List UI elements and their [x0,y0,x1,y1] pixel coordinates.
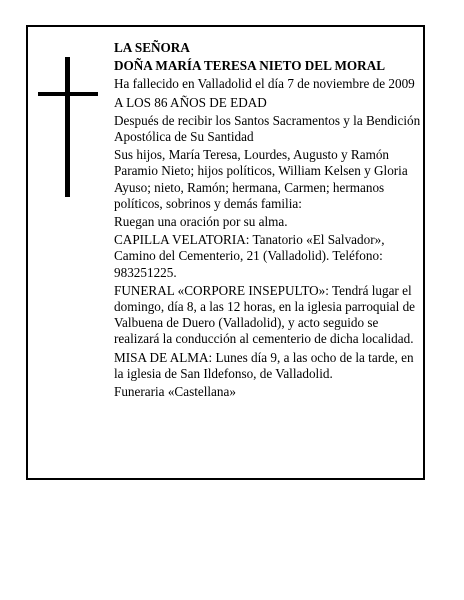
prayer-request: Ruegan una oración por su alma. [114,214,288,230]
death-statement: Ha fallecido en Valladolid el día 7 de noviembre de 2009 [114,76,415,92]
obituary-notice [26,25,425,480]
cross-horizontal-bar [38,92,98,96]
latin-cross-icon [38,57,98,197]
deceased-name: DOÑA MARÍA TERESA NIETO DEL MORAL [114,58,386,74]
family-list: Sus hijos, María Teresa, Lourdes, Augusto y Ramón Paramio Nieto; hijos políticos, William Kelsen y Gloria Ayuso; nieto, Ramón; hermana, Carmen; hermanos políticos, sobrinos y demás familia: [114,147,408,211]
funeral-info: FUNERAL «CORPORE INSEPULTO»: Tendrá lugar el domingo, día 8, a las 12 horas, en la iglesia parroquial de Valbuena de Duero (Valladolid), y acto seguido se realizará la conducción al cementerio de dicha localidad. [114,282,416,347]
funeral-home: Funeraria «Castellana» [114,384,236,400]
cross-vertical-bar [65,57,70,197]
soul-mass-info: MISA DE ALMA: Lunes día 9, a las ocho de la tarde, en la iglesia de San Ildefonso, de Valladolid. [114,349,414,381]
wake-chapel-info: CAPILLA VELATORIA: Tanatorio «El Salvador», Camino del Cementerio, 21 (Valladolid). Teléfono: 983251225. [114,232,385,280]
notice-text [114,40,426,402]
age-statement: A LOS 86 AÑOS DE EDAD [114,94,267,110]
sacraments-statement: Después de recibir los Santos Sacramentos y la Bendición Apostólica de Su Santidad [114,112,421,145]
heading-title: LA SEÑORA [114,40,190,55]
